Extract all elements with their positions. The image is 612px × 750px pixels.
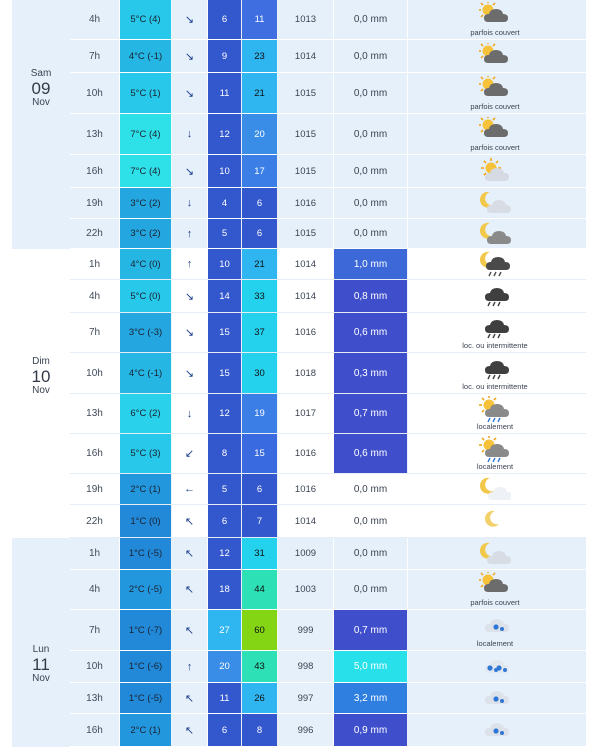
day-name: Sam xyxy=(30,68,52,79)
moon-icon xyxy=(479,508,511,534)
snow-cloud-icon xyxy=(479,685,511,711)
day-number: 09 xyxy=(31,79,51,98)
hour-cell: 10h xyxy=(70,651,120,682)
wind-speed-cell: 10 xyxy=(208,249,242,279)
wind-gust-cell: 19 xyxy=(242,394,278,433)
wind-speed-cell: 6 xyxy=(208,0,242,39)
hour-cell: 22h xyxy=(70,219,120,248)
precipitation-cell: 0,0 mm xyxy=(334,155,408,187)
wind-speed-cell: 11 xyxy=(208,683,242,713)
wind-gust-cell: 20 xyxy=(242,114,278,154)
snow-cloud-icon xyxy=(479,613,511,639)
sky-cell xyxy=(408,474,582,504)
sky-cell xyxy=(408,505,582,537)
day-block xyxy=(12,538,586,747)
wind-gust-cell: 43 xyxy=(242,651,278,682)
wind-direction-arrow-icon: ↑ xyxy=(172,651,208,682)
temperature-cell: 3°C (-3) xyxy=(120,313,172,352)
temperature-cell: 1°C (-5) xyxy=(120,683,172,713)
wind-speed-cell: 5 xyxy=(208,219,242,248)
forecast-row xyxy=(70,114,586,155)
forecast-row xyxy=(70,538,586,570)
forecast-row xyxy=(70,651,586,683)
moon-rain-icon xyxy=(479,251,511,277)
sky-cell xyxy=(408,394,582,433)
temperature-cell: 6°C (2) xyxy=(120,394,172,433)
pressure-cell: 1009 xyxy=(278,538,334,569)
temperature-cell: 7°C (4) xyxy=(120,155,172,187)
sky-cell xyxy=(408,353,582,393)
day-label xyxy=(12,69,70,108)
precipitation-cell: 0,8 mm xyxy=(334,280,408,312)
pressure-cell: 1014 xyxy=(278,280,334,312)
sky-label: parfois couvert xyxy=(470,28,520,37)
precipitation-cell: 0,0 mm xyxy=(334,0,408,39)
day-block xyxy=(12,249,586,538)
wind-speed-cell: 12 xyxy=(208,394,242,433)
pressure-cell: 1013 xyxy=(278,0,334,39)
wind-direction-arrow-icon: ↖ xyxy=(172,683,208,713)
snow-heavy-icon xyxy=(479,654,511,680)
pressure-cell: 1015 xyxy=(278,114,334,154)
wind-speed-cell: 15 xyxy=(208,353,242,393)
precipitation-cell: 0,7 mm xyxy=(334,610,408,650)
forecast-row xyxy=(70,155,586,188)
wind-speed-cell: 27 xyxy=(208,610,242,650)
wind-direction-arrow-icon: ↖ xyxy=(172,570,208,609)
sky-cell xyxy=(408,651,582,682)
cloud-sun-icon xyxy=(479,2,511,28)
sky-cell xyxy=(408,0,582,39)
hour-cell: 7h xyxy=(70,313,120,352)
wind-direction-arrow-icon: ← xyxy=(172,474,208,504)
temperature-cell: 2°C (1) xyxy=(120,474,172,504)
temperature-cell: 1°C (-7) xyxy=(120,610,172,650)
temperature-cell: 5°C (0) xyxy=(120,280,172,312)
precipitation-cell: 5,0 mm xyxy=(334,651,408,682)
pressure-cell: 996 xyxy=(278,714,334,746)
temperature-cell: 4°C (-1) xyxy=(120,353,172,393)
hour-cell: 4h xyxy=(70,280,120,312)
sky-cell xyxy=(408,219,582,248)
cloud-sun-icon xyxy=(479,43,511,69)
sky-cell xyxy=(408,538,582,569)
wind-speed-cell: 5 xyxy=(208,474,242,504)
precipitation-cell: 0,3 mm xyxy=(334,353,408,393)
hour-cell: 19h xyxy=(70,188,120,218)
day-number: 10 xyxy=(31,367,51,386)
precipitation-cell: 0,0 mm xyxy=(334,474,408,504)
sky-cell xyxy=(408,114,582,154)
pressure-cell: 999 xyxy=(278,610,334,650)
sky-label: localement xyxy=(476,638,514,648)
wind-gust-cell: 37 xyxy=(242,313,278,352)
precipitation-cell: 0,7 mm xyxy=(334,394,408,433)
wind-direction-arrow-icon: ↘ xyxy=(172,280,208,312)
sky-cell xyxy=(408,188,582,218)
wind-direction-arrow-icon: ↓ xyxy=(172,394,208,433)
cloud-sun-icon xyxy=(479,572,511,598)
wind-speed-cell: 9 xyxy=(208,40,242,72)
hour-cell: 16h xyxy=(70,155,120,187)
precipitation-cell: 0,0 mm xyxy=(334,219,408,248)
forecast-row xyxy=(70,0,586,40)
hour-cell: 22h xyxy=(70,505,120,537)
pressure-cell: 1014 xyxy=(278,249,334,279)
pressure-cell: 1016 xyxy=(278,313,334,352)
temperature-cell: 5°C (3) xyxy=(120,434,172,473)
pressure-cell: 1016 xyxy=(278,188,334,218)
precipitation-cell: 0,6 mm xyxy=(334,313,408,352)
wind-gust-cell: 11 xyxy=(242,0,278,39)
temperature-cell: 7°C (4) xyxy=(120,114,172,154)
precipitation-cell: 0,0 mm xyxy=(334,73,408,113)
sky-cell xyxy=(408,155,582,187)
rain-cloud-icon xyxy=(479,315,511,341)
hour-cell: 13h xyxy=(70,394,120,433)
temperature-cell: 2°C (1) xyxy=(120,714,172,746)
wind-gust-cell: 15 xyxy=(242,434,278,473)
pressure-cell: 998 xyxy=(278,651,334,682)
forecast-row xyxy=(70,714,586,747)
pressure-cell: 1015 xyxy=(278,73,334,113)
wind-direction-arrow-icon: ↖ xyxy=(172,538,208,569)
wind-speed-cell: 8 xyxy=(208,434,242,473)
wind-gust-cell: 23 xyxy=(242,40,278,72)
sky-label: localement xyxy=(476,422,514,431)
wind-direction-arrow-icon: ↘ xyxy=(172,353,208,393)
day-block xyxy=(12,0,586,249)
wind-speed-cell: 14 xyxy=(208,280,242,312)
forecast-row xyxy=(70,40,586,73)
day-name: Dim xyxy=(32,356,50,367)
forecast-row xyxy=(70,353,586,394)
wind-speed-cell: 20 xyxy=(208,651,242,682)
wind-gust-cell: 6 xyxy=(242,188,278,218)
forecast-row xyxy=(70,570,586,610)
precipitation-cell: 3,2 mm xyxy=(334,683,408,713)
temperature-cell: 2°C (-5) xyxy=(120,570,172,609)
wind-gust-cell: 44 xyxy=(242,570,278,609)
wind-gust-cell: 17 xyxy=(242,155,278,187)
precipitation-cell: 0,0 mm xyxy=(334,570,408,609)
pressure-cell: 1016 xyxy=(278,434,334,473)
temperature-cell: 1°C (0) xyxy=(120,505,172,537)
hour-cell: 1h xyxy=(70,538,120,569)
precipitation-cell: 1,0 mm xyxy=(334,249,408,279)
sky-cell xyxy=(408,683,582,713)
wind-speed-cell: 12 xyxy=(208,538,242,569)
sky-cell xyxy=(408,280,582,312)
hour-cell: 13h xyxy=(70,114,120,154)
forecast-row xyxy=(70,73,586,114)
sky-label: loc. ou intermittente xyxy=(462,341,528,350)
day-month: Nov xyxy=(32,385,50,396)
forecast-row xyxy=(70,610,586,651)
forecast-row xyxy=(70,434,586,474)
wind-gust-cell: 8 xyxy=(242,714,278,746)
hour-cell: 10h xyxy=(70,73,120,113)
cloud-sun-icon xyxy=(479,117,511,143)
day-label xyxy=(12,357,70,396)
hour-cell: 16h xyxy=(70,434,120,473)
wind-direction-arrow-icon: ↙ xyxy=(172,434,208,473)
wind-speed-cell: 11 xyxy=(208,73,242,113)
moon-cloud-dark-icon xyxy=(479,221,511,247)
sky-label: localement xyxy=(476,462,514,471)
day-month: Nov xyxy=(32,97,50,108)
sky-label: loc. ou intermittente xyxy=(462,381,528,391)
hour-cell: 13h xyxy=(70,683,120,713)
wind-direction-arrow-icon: ↘ xyxy=(172,0,208,39)
moon-cloud-light-icon xyxy=(479,476,511,502)
sky-label: parfois couvert xyxy=(470,598,520,607)
wind-direction-arrow-icon: ↖ xyxy=(172,610,208,650)
precipitation-cell: 0,0 mm xyxy=(334,538,408,569)
hour-cell: 4h xyxy=(70,570,120,609)
sky-cell xyxy=(408,570,582,609)
sky-label: parfois couvert xyxy=(470,142,520,152)
sun-rain-icon xyxy=(479,436,511,462)
wind-gust-cell: 7 xyxy=(242,505,278,537)
wind-speed-cell: 4 xyxy=(208,188,242,218)
temperature-cell: 5°C (4) xyxy=(120,0,172,39)
temperature-cell: 1°C (-5) xyxy=(120,538,172,569)
sky-cell xyxy=(408,40,582,72)
snow-cloud-icon xyxy=(479,717,511,743)
forecast-row xyxy=(70,394,586,434)
wind-direction-arrow-icon: ↘ xyxy=(172,313,208,352)
sky-cell xyxy=(408,434,582,473)
forecast-row xyxy=(70,683,586,714)
wind-speed-cell: 6 xyxy=(208,505,242,537)
wind-gust-cell: 60 xyxy=(242,610,278,650)
pressure-cell: 1003 xyxy=(278,570,334,609)
wind-direction-arrow-icon: ↑ xyxy=(172,219,208,248)
wind-gust-cell: 21 xyxy=(242,249,278,279)
forecast-row xyxy=(70,188,586,219)
day-label xyxy=(12,645,70,684)
wind-direction-arrow-icon: ↖ xyxy=(172,505,208,537)
hour-cell: 7h xyxy=(70,610,120,650)
cloud-sun-icon xyxy=(479,76,511,102)
wind-gust-cell: 6 xyxy=(242,474,278,504)
hour-cell: 10h xyxy=(70,353,120,393)
temperature-cell: 4°C (0) xyxy=(120,249,172,279)
wind-direction-arrow-icon: ↘ xyxy=(172,73,208,113)
temperature-cell: 5°C (1) xyxy=(120,73,172,113)
pressure-cell: 997 xyxy=(278,683,334,713)
pressure-cell: 1014 xyxy=(278,40,334,72)
forecast-row xyxy=(70,249,586,280)
wind-direction-arrow-icon: ↓ xyxy=(172,114,208,154)
wind-speed-cell: 6 xyxy=(208,714,242,746)
wind-gust-cell: 21 xyxy=(242,73,278,113)
wind-speed-cell: 10 xyxy=(208,155,242,187)
day-month: Nov xyxy=(32,673,50,684)
wind-gust-cell: 26 xyxy=(242,683,278,713)
forecast-row xyxy=(70,474,586,505)
forecast-row xyxy=(70,505,586,538)
wind-gust-cell: 31 xyxy=(242,538,278,569)
hour-cell: 4h xyxy=(70,0,120,39)
precipitation-cell: 0,0 mm xyxy=(334,114,408,154)
wind-gust-cell: 30 xyxy=(242,353,278,393)
temperature-cell: 3°C (2) xyxy=(120,219,172,248)
pressure-cell: 1014 xyxy=(278,505,334,537)
temperature-cell: 3°C (2) xyxy=(120,188,172,218)
wind-direction-arrow-icon: ↓ xyxy=(172,188,208,218)
hour-cell: 19h xyxy=(70,474,120,504)
wind-direction-arrow-icon: ↘ xyxy=(172,40,208,72)
wind-direction-arrow-icon: ↑ xyxy=(172,249,208,279)
rain-cloud-icon xyxy=(479,283,511,309)
forecast-row xyxy=(70,219,586,249)
wind-speed-cell: 18 xyxy=(208,570,242,609)
wind-direction-arrow-icon: ↖ xyxy=(172,714,208,746)
moon-cloud-icon xyxy=(479,190,511,216)
precipitation-cell: 0,0 mm xyxy=(334,505,408,537)
hour-cell: 7h xyxy=(70,40,120,72)
precipitation-cell: 0,0 mm xyxy=(334,40,408,72)
day-name: Lun xyxy=(32,644,50,655)
wind-direction-arrow-icon: ↘ xyxy=(172,155,208,187)
temperature-cell: 4°C (-1) xyxy=(120,40,172,72)
precipitation-cell: 0,9 mm xyxy=(334,714,408,746)
pressure-cell: 1016 xyxy=(278,474,334,504)
sky-cell xyxy=(408,249,582,279)
forecast-row xyxy=(70,313,586,353)
day-number: 11 xyxy=(32,655,50,674)
sky-cell xyxy=(408,73,582,113)
precipitation-cell: 0,0 mm xyxy=(334,188,408,218)
wind-speed-cell: 12 xyxy=(208,114,242,154)
sun-cloud-icon xyxy=(479,158,511,184)
sky-label: parfois couvert xyxy=(470,101,520,111)
moon-cloud-icon xyxy=(479,541,511,567)
sky-cell xyxy=(408,313,582,352)
pressure-cell: 1015 xyxy=(278,155,334,187)
pressure-cell: 1018 xyxy=(278,353,334,393)
precipitation-cell: 0,6 mm xyxy=(334,434,408,473)
temperature-cell: 1°C (-6) xyxy=(120,651,172,682)
rain-cloud-icon xyxy=(479,356,511,382)
wind-gust-cell: 33 xyxy=(242,280,278,312)
wind-gust-cell: 6 xyxy=(242,219,278,248)
sun-rain-icon xyxy=(479,396,511,422)
pressure-cell: 1015 xyxy=(278,219,334,248)
pressure-cell: 1017 xyxy=(278,394,334,433)
wind-speed-cell: 15 xyxy=(208,313,242,352)
hour-cell: 16h xyxy=(70,714,120,746)
sky-cell xyxy=(408,714,582,746)
sky-cell xyxy=(408,610,582,650)
hour-cell: 1h xyxy=(70,249,120,279)
forecast-row xyxy=(70,280,586,313)
